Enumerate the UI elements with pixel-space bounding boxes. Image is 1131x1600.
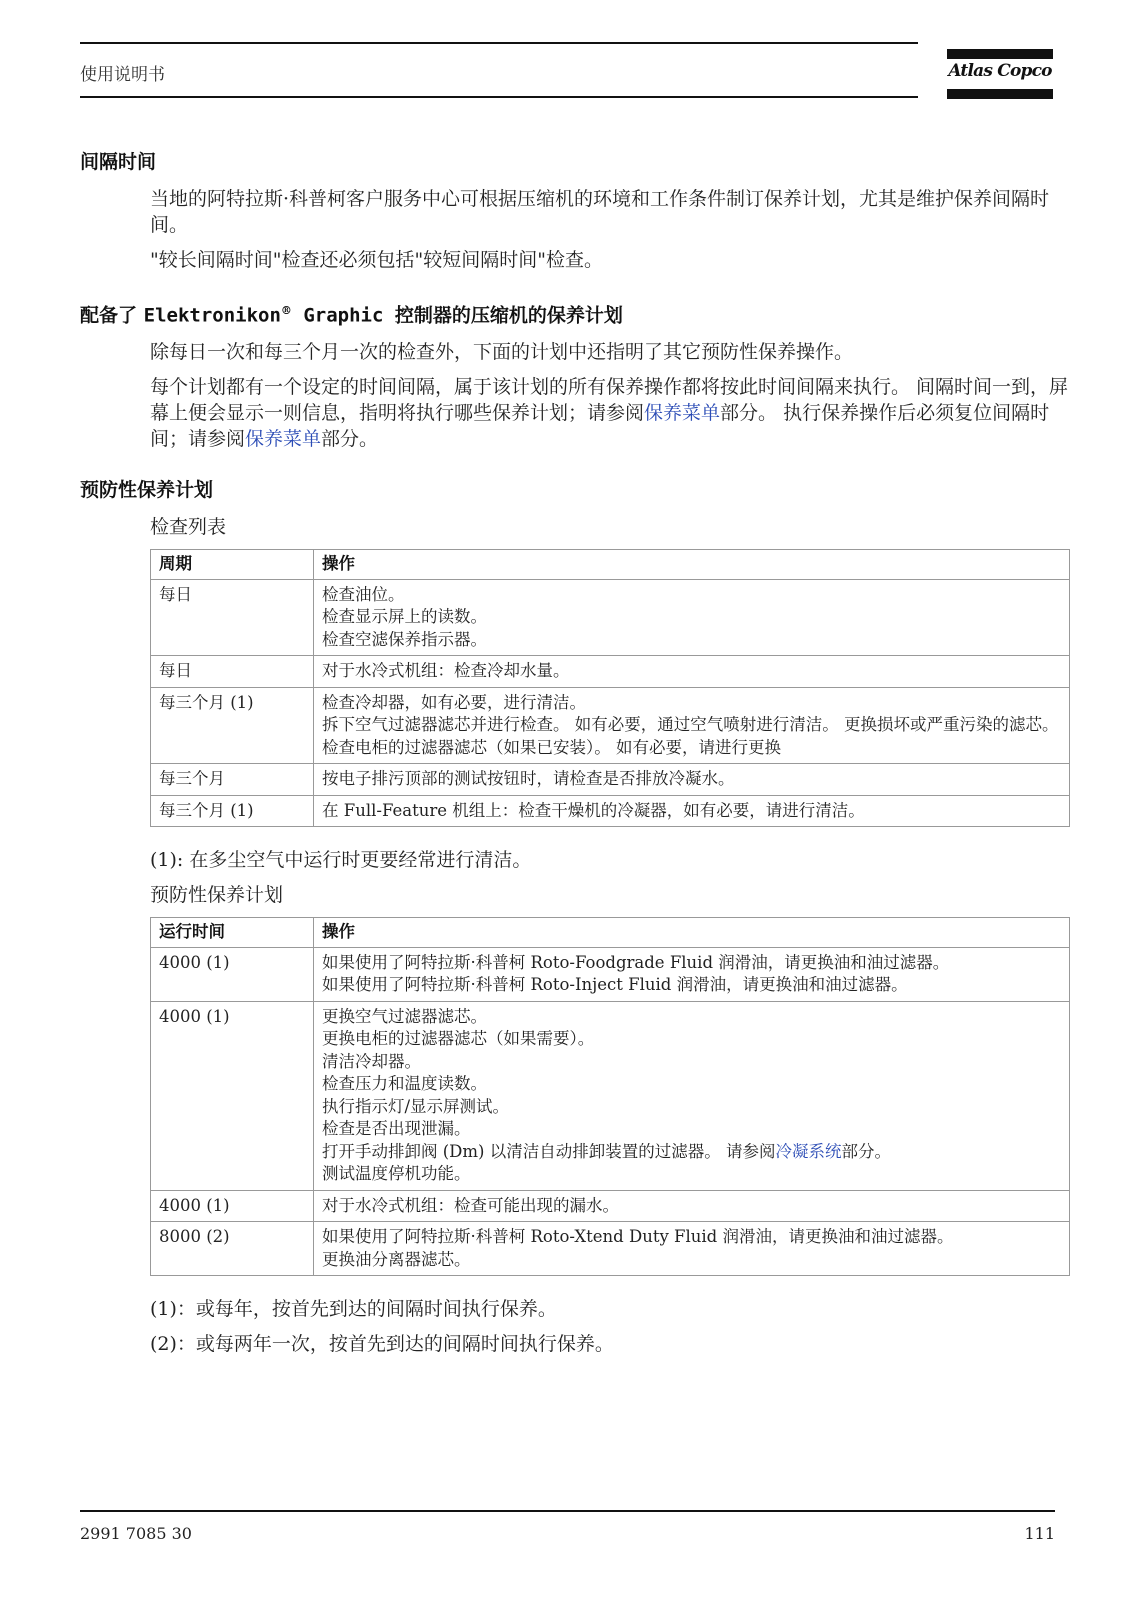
check-table: [150, 549, 1070, 827]
service-menu-link-2[interactable]: 保养菜单: [245, 428, 322, 451]
footnote-1: (1): 在多尘空气中运行时更要经常进行清洁。: [150, 849, 532, 872]
table-row: 8000 (2) 如果使用了阿特拉斯·科普柯 Roto-Xtend Duty Fluid 润滑油，请更换油和油过滤器。 更换油分离器滤芯。: [151, 1222, 1070, 1276]
table-row: 4000 (1) 对于水冷式机组：检查可能出现的漏水。: [151, 1190, 1070, 1222]
section-heading-interval: 间隔时间: [80, 151, 157, 173]
interval-paragraph-1: 当地的阿特拉斯·科普柯客户服务中心可根据压缩机的环境和工作条件制订保养计划，尤其是维护保养间隔时间。: [150, 188, 1050, 236]
section-maintenance-plan: [80, 297, 1070, 452]
section-heading-preventive: 预防性保养计划: [80, 479, 214, 502]
column-header: 周期: [151, 550, 314, 580]
header-top-rule: [80, 42, 918, 44]
column-header: 操作: [314, 550, 1070, 580]
header-bottom-rule: [80, 96, 918, 98]
table-row: 每三个月 (1) 在 Full-Feature 机组上：检查干燥机的冷凝器，如有必要，请进行清洁。: [151, 795, 1070, 827]
plan-table-title: 预防性保养计划: [150, 884, 284, 907]
plan-paragraph-1: 除每日一次和每三个月一次的检查外，下面的计划中还指明了其它预防性保养操作。: [150, 341, 854, 364]
interval-paragraph-2: "较长间隔时间"检查还必须包括"较短间隔时间"检查。: [150, 249, 603, 271]
table-header-row: [151, 918, 1070, 948]
condensate-system-link[interactable]: 冷凝系统: [775, 1141, 842, 1161]
atlas-copco-logo: Atlas Copco: [947, 49, 1053, 100]
table-row: 每三个月 (1) 检查冷却器，如有必要，进行清洁。 拆下空气过滤器滤芯并进行检查。 如有必要，通过空气喷射进行清洁。 更换损坏或严重污染的滤芯。 检查电柜的过滤器滤芯（如果已安装）。 如有必要，请进行更换: [151, 687, 1070, 764]
checklist-title: 检查列表: [150, 516, 227, 539]
service-menu-link[interactable]: 保养菜单: [644, 402, 721, 425]
table-row: 每日 对于水冷式机组：检查冷却水量。: [151, 656, 1070, 688]
table-row: 每三个月 按电子排污顶部的测试按钮时，请检查是否排放冷凝水。: [151, 764, 1070, 796]
plan-table: [150, 917, 1070, 1276]
plan-paragraph-2: 每个计划都有一个设定的时间间隔，属于该计划的所有保养操作都将按此时间间隔来执行。 间隔时间一到，屏幕上便会显示一则信息，指明将执行哪些保养计划；请参阅保养菜单部分。 执行保养操作后必须复位间隔时间；请参阅保养菜单部分。: [150, 376, 1069, 451]
table-row: 每日 检查油位。 检查显示屏上的读数。 检查空滤保养指示器。: [151, 579, 1070, 656]
doc-number: 2991 7085 30: [80, 1524, 192, 1543]
table-row: 4000 (1) 更换空气过滤器滤芯。 更换电柜的过滤器滤芯（如果需要）。 清洁冷却器。 检查压力和温度读数。 执行指示灯/显示屏测试。 检查是否出现泄漏。 打开手动排卸阀 (Dm) 以清洁自动排卸装置的过滤器。 请参阅冷凝系统部分。 测试温度停机功能。: [151, 1001, 1070, 1190]
table-row: 4000 (1) 如果使用了阿特拉斯·科普柯 Roto-Foodgrade Fluid 润滑油，请更换油和油过滤器。 如果使用了阿特拉斯·科普柯 Roto-Inject Fluid 润滑油，请更换油和油过滤器。: [151, 947, 1070, 1001]
manual-title: 使用说明书: [80, 65, 165, 85]
footnote-2: (1)：或每年，按首先到达的间隔时间执行保养。: [150, 1298, 557, 1321]
page-content: [80, 148, 1070, 1366]
column-header: 运行时间: [151, 918, 314, 948]
column-header: 操作: [314, 918, 1070, 948]
section-preventive: [80, 476, 1070, 1357]
section-heading-maintenance-plan: 配备了 Elektronikon® Graphic 控制器的压缩机的保养计划: [80, 304, 623, 327]
table-header-row: [151, 550, 1070, 580]
footnote-3: (2)：或每两年一次，按首先到达的间隔时间执行保养。: [150, 1333, 614, 1356]
footer-rule: [80, 1510, 1055, 1512]
section-interval: [80, 148, 1070, 273]
page-number: 111: [1024, 1524, 1055, 1543]
